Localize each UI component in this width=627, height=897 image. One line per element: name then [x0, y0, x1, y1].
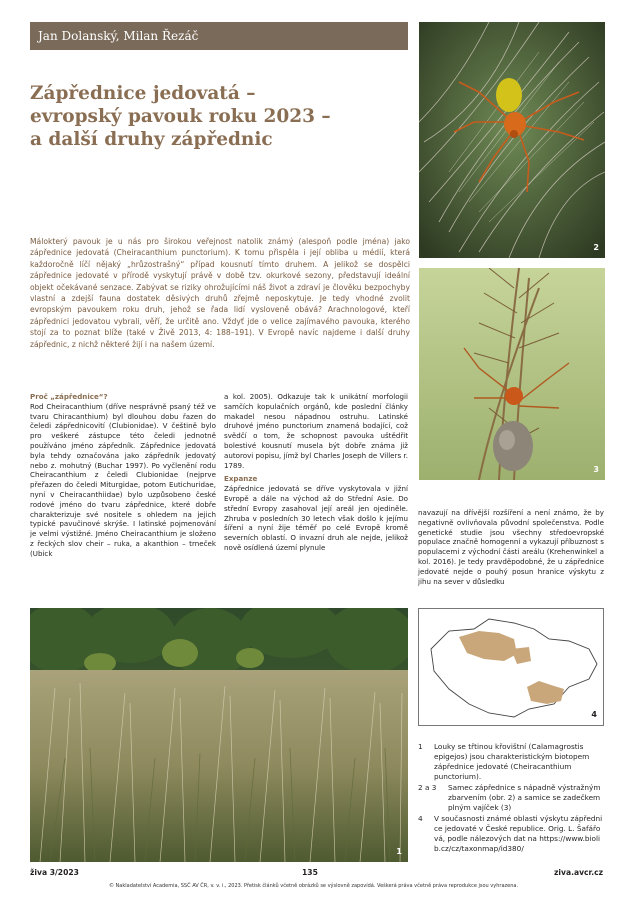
column-2: [224, 392, 408, 553]
authors: Jan Dolanský, Milan Řezáč: [38, 29, 199, 43]
photo-number-2: 2: [593, 243, 599, 252]
article-title: [30, 82, 410, 151]
photo-meadow: [30, 608, 408, 862]
column-3: [418, 508, 604, 586]
map-number-4: 4: [591, 710, 597, 719]
caption-number: 4: [418, 814, 423, 823]
author-bar: [30, 22, 408, 50]
photo-number-1: 1: [396, 847, 402, 856]
column-1: [30, 392, 216, 559]
photo-female-spider: [419, 268, 605, 480]
page-number: 135: [302, 868, 318, 877]
column-1-text: Rod Cheiracanthium (dříve nesprávně psaný též ve tvaru Chiracanthium) byl dlouhou dobu řazen do čeledi zápřednicovití (Clubionidae). V češtině bylo pro veškeré zástupce této čeledi jednotně používáno jméno zápředník. Zápřednice jedovatá byla tehdy označována jako zápředník jedovatý nebo z. mohutný (Buchar 1997). Po vyčlenění rodu Cheiracanthium z čeledi Clubionidae (nejprve přeřazen do čeledi Miturgidae, potom Eutichuridae, nyní v Cheiracanthiidae) bylo uzpůsobeno české rodové jméno do tvaru zápřednice, které dobře charakterizuje své nositele s ohledem na jejich typické pavučinové skrýše. I latinské pojmenování je velmi výstižné. Jméno Cheiracanthium je složeno z řeckých slov cheir – ruka, a akanthion – trneček (Ubick: [30, 401, 216, 558]
caption-text: Louky se třtinou křovištní (Calamagrostis epigejos) jsou charakteristickým biotopem zápřednice jedovaté (Cheiracanthium punctorium).: [434, 742, 590, 781]
caption-number: 2 a 3: [418, 783, 437, 792]
section-heading-expansion: Expanze: [224, 474, 258, 484]
footer-journal: živa 3/2023: [30, 868, 79, 877]
title-line-2: evropský pavouk roku 2023 –: [30, 106, 331, 127]
distribution-map: [418, 608, 604, 726]
column-2-text-2: Zápřednice jedovatá se dříve vyskytovala v jižní Evropě a dále na východ až do Střední Asie. Do střední Evropy zasahoval její areál jen ojediněle. Zhruba v posledních 30 letech však došlo k jejímu šíření a nyní žije téměř po celé Evropě kromě severních oblastí. O invazní druh ale nejde, jelikož nově osídlená území plynule: [224, 484, 408, 552]
section-heading-why: Proč „zápřednice“?: [30, 392, 108, 401]
figure-captions: [418, 742, 604, 855]
caption-2: [418, 783, 604, 813]
caption-3: [418, 814, 604, 854]
title-line-1: Zápřednice jedovatá –: [30, 83, 256, 104]
caption-1: [418, 742, 604, 782]
column-2-text-1: a kol. 2005). Odkazuje tak k unikátní morfologii samčích kopulačních orgánů, kde poslední články makadel nesou nápadnou ostruhu. Latinské druhové jméno punctorium znamená bodající, což svědčí o tom, že schopnost pavouka uštědřit bolestivé kousnutí musela být dobře známa již autorovi popisu, jímž byl Charles Joseph de Villers r. 1789.: [224, 392, 408, 470]
intro-paragraph: Málokterý pavouk je u nás pro širokou veřejnost natolik známý (alespoň podle jména) jako zápřednice jedovatá (Cheiracanthium punctorium). K tomu přispěla i její obliba u médií, která každoročně líčí nějaký „hrůzostrašný“ případ kousnutí tímto druhem. A jelikož se dospělci zápřednice jedovaté v přírodě vyskytují právě v době tzv. okurkové sezony, představují ideální objekt očekávané senzace. Zabývat se riziky ohrožujícími náš život a zdraví je člověku bezpochyby vlastní a zdejší fauna dostatek děsivých druhů zřejmě neposkytuje. Je tedy vhodné zvolit evropským pavoukem roku druh, jehož se řada lidí vysloveně obává? Arachnologové, kteří zápřednici jedovatou vybrali, věří, že určitě ano. Vždyť jde o velice zajímavého pavouka, kterého stojí za to poznat blíže (také v Živě 2013, 4: 188–191). V Evropě navíc najdeme i další druhy zápřednic, z nichž některé žijí i na našem území.: [30, 237, 410, 349]
footer-website[interactable]: ziva.avcr.cz: [553, 868, 603, 877]
caption-number: 1: [418, 742, 423, 751]
column-3-text: navazují na dřívější rozšíření a není známo, že by negativně ovlivňovala původní společenstva. Podle genetické studie jsou všechny středoevropské populace značně homogenní a vykazují příbuznost s populacemi z východní části areálu (Krehenwinkel a kol. 2016). Je tedy pravděpodobné, že u zápřednice jedovaté nejde o pouhý posun hranice výskytu z jihu na sever v důsledku: [418, 508, 604, 586]
photo-male-spider: [419, 22, 605, 258]
copyright-notice: © Nakladatelství Academia, SSČ AV ČR, v. v. i., 2023. Přetisk článků včetně obrázků se výslovně zapovídá. Veškerá práva včetně práva reprodukce jsou vyhrazena.: [108, 883, 519, 889]
title-line-3: a další druhy zápřednic: [30, 129, 273, 150]
caption-text: V současnosti známé oblasti výskytu zápřednice jedovaté v České republice. Orig. L. Šafářová, podle nálezových dat na https://www.biolib.cz/cz/taxonmap/id380/: [434, 814, 603, 853]
caption-text: Samec zápřednice s nápadně výstražným zbarvením (obr. 2) a samice se zadečkem plným vajíček (3): [448, 783, 601, 812]
photo-number-3: 3: [593, 465, 599, 474]
